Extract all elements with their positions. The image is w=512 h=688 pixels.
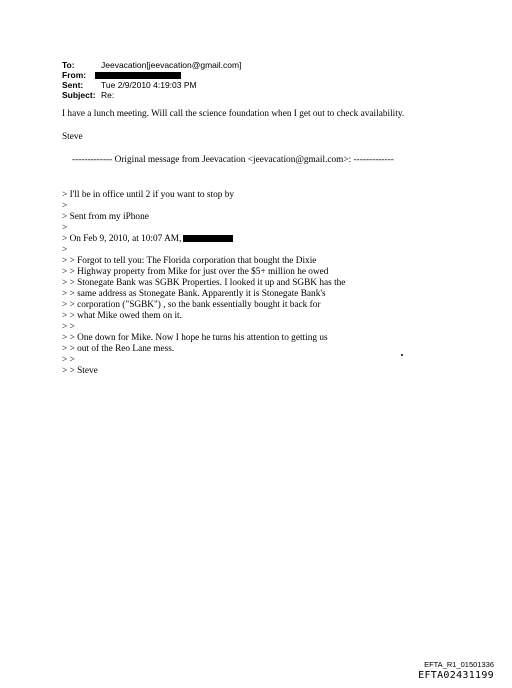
quoted-line: > > Forgot to tell you: The Florida corporation that bought the Dixie	[62, 256, 317, 266]
message-signature: Steve	[62, 132, 83, 142]
subject-value: Re:	[101, 90, 115, 100]
sent-label: Sent:	[62, 80, 84, 90]
quoted-line: > > corporation ("SGBK") , so the bank essentially bought it back for	[62, 300, 321, 310]
quoted-line: > > Steve	[62, 366, 98, 376]
from-label: From:	[62, 70, 87, 80]
redaction-bar	[183, 235, 233, 242]
from-value	[101, 70, 181, 80]
quoted-line: >	[62, 245, 68, 255]
subject-label: Subject:	[62, 90, 96, 100]
quoted-line: > > Stonegate Bank was SGBK Properties. I looked it up and SGBK has the	[62, 278, 346, 288]
quoted-line: > > same address as Stonegate Bank. Apparently it is Stonegate Bank's	[62, 289, 326, 299]
sent-row	[62, 80, 241, 90]
redaction-bar	[95, 72, 181, 79]
email-header	[62, 60, 241, 100]
quoted-line: > >	[62, 355, 75, 365]
sent-value: Tue 2/9/2010 4:19:03 PM	[101, 80, 197, 90]
subject-row	[62, 90, 241, 100]
quoted-line: > >	[62, 322, 75, 332]
message-body: I have a lunch meeting. Will call the science foundation when I get out to check availability.	[62, 109, 405, 119]
scan-speck	[401, 354, 403, 356]
bates-number-large: EFTA02431199	[418, 670, 494, 681]
quoted-line: >	[62, 201, 68, 211]
quoted-line: > > Highway property from Mike for just over the $5+ million he owed	[62, 267, 329, 277]
quoted-line: > > One down for Mike. Now I hope he turns his attention to getting us	[62, 333, 328, 343]
to-value: Jeevacation[jeevacation@gmail.com]	[101, 60, 242, 70]
original-message-divider: ------------- Original message from Jeevacation <jeevacation@gmail.com>: -------------	[72, 155, 394, 165]
to-label: To:	[62, 60, 75, 70]
quoted-line: > Sent from my iPhone	[62, 212, 149, 222]
quoted-line: > I'll be in office until 2 if you want to stop by	[62, 190, 235, 200]
quoted-line-text: > On Feb 9, 2010, at 10:07 AM,	[62, 234, 182, 244]
quoted-line: > > out of the Reo Lane mess.	[62, 344, 175, 354]
to-row	[62, 60, 241, 70]
quoted-line: > > what Mike owed them on it.	[62, 311, 182, 321]
from-row	[62, 70, 241, 80]
bates-number-small: EFTA_R1_01501336	[424, 660, 494, 669]
quoted-line	[62, 234, 233, 245]
quoted-line: >	[62, 223, 68, 233]
